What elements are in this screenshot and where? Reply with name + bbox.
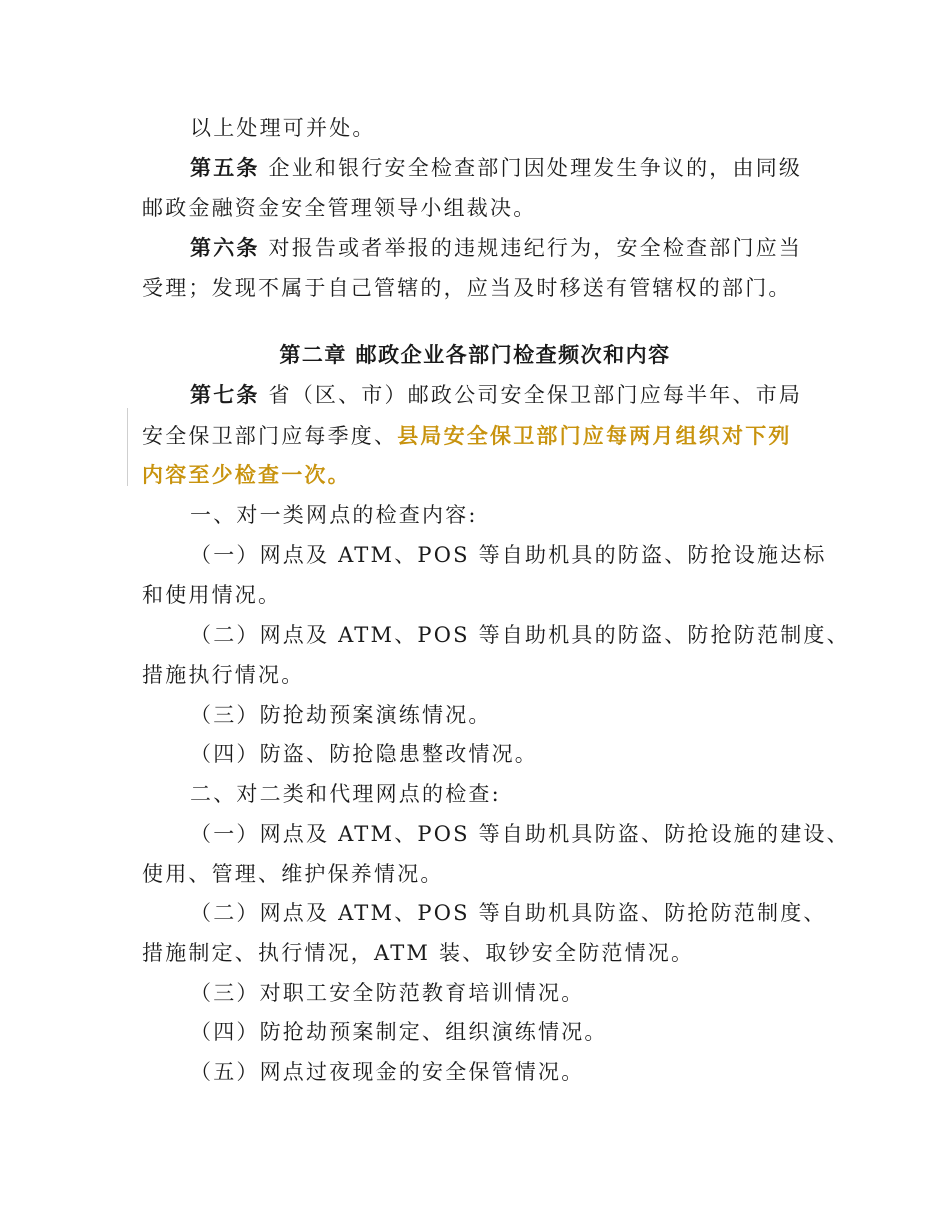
section-2-item-4: （四）防抢劫预案制定、组织演练情况。 (190, 1020, 608, 1044)
section-1-item-2-line-1: （二）网点及 ATM、POS 等自助机具的防盗、防抢防范制度、 (190, 623, 850, 647)
article-5-line-2 (142, 194, 536, 222)
section-1-item-1-line-1: （一）网点及 ATM、POS 等自助机具的防盗、防抢设施达标 (190, 543, 827, 567)
section-2-title: 二、对二类和代理网点的检查: (190, 782, 501, 806)
article-6-line-1 (190, 234, 802, 262)
article-7-line-2 (142, 422, 792, 450)
section-1-item-3: （三）防抢劫预案演练情况。 (190, 703, 492, 727)
article-6-line-2 (142, 274, 792, 302)
section-2-item-1-line-1: （一）网点及 ATM、POS 等自助机具防盗、防抢设施的建设、 (190, 822, 850, 846)
article-5-text: 企业和银行安全检查部门因处理发生争议的，由同级 (268, 156, 803, 180)
section-2-item-3: （三）对职工安全防范教育培训情况。 (190, 981, 585, 1005)
highlighted-text: 县局安全保卫部门应每两月组织对下列 (397, 423, 792, 448)
article-7-text-cont: 安全保卫部门应每季度、 (142, 424, 398, 448)
article-5-line-1 (190, 154, 802, 182)
article-5-heading: 第五条 (190, 155, 260, 180)
section-2-item-5: （五）网点过夜现金的安全保管情况。 (190, 1060, 585, 1084)
article-6-text-cont: 受理；发现不属于自己管辖的，应当及时移送有管辖权的部门。 (142, 276, 792, 300)
paragraph-text: 以上处理可并处。 (190, 116, 376, 140)
section-2-item-1-line-2: 使用、管理、维护保养情况。 (142, 862, 444, 886)
article-6-text: 对报告或者举报的违规违纪行为，安全检查部门应当 (268, 236, 803, 260)
article-7-line-1 (190, 381, 802, 409)
article-5-text-cont: 邮政金融资金安全管理领导小组裁决。 (142, 196, 537, 220)
article-7-text: 省（区、市）邮政公司安全保卫部门应每半年、市局 (268, 383, 803, 407)
article-7-line-3 (142, 461, 351, 489)
paragraph-continuation (190, 114, 376, 142)
chapter-title: 第二章 邮政企业各部门检查频次和内容 (279, 342, 671, 367)
section-1-item-2-line-2: 措施执行情况。 (142, 663, 305, 687)
revision-margin-mark (127, 408, 128, 486)
section-1-item-4: （四）防盗、防抢隐患整改情况。 (190, 742, 538, 766)
highlighted-text-cont: 内容至少检查一次。 (142, 462, 351, 487)
section-1-title: 一、对一类网点的检查内容: (190, 503, 478, 527)
article-7-heading: 第七条 (190, 382, 260, 407)
section-1-item-1-line-2: 和使用情况。 (142, 583, 282, 607)
article-6-heading: 第六条 (190, 235, 260, 260)
section-2-item-2-line-2: 措施制定、执行情况，ATM 装、取钞安全防范情况。 (142, 941, 695, 965)
section-2-item-2-line-1: （二）网点及 ATM、POS 等自助机具防盗、防抢防范制度、 (190, 901, 827, 925)
